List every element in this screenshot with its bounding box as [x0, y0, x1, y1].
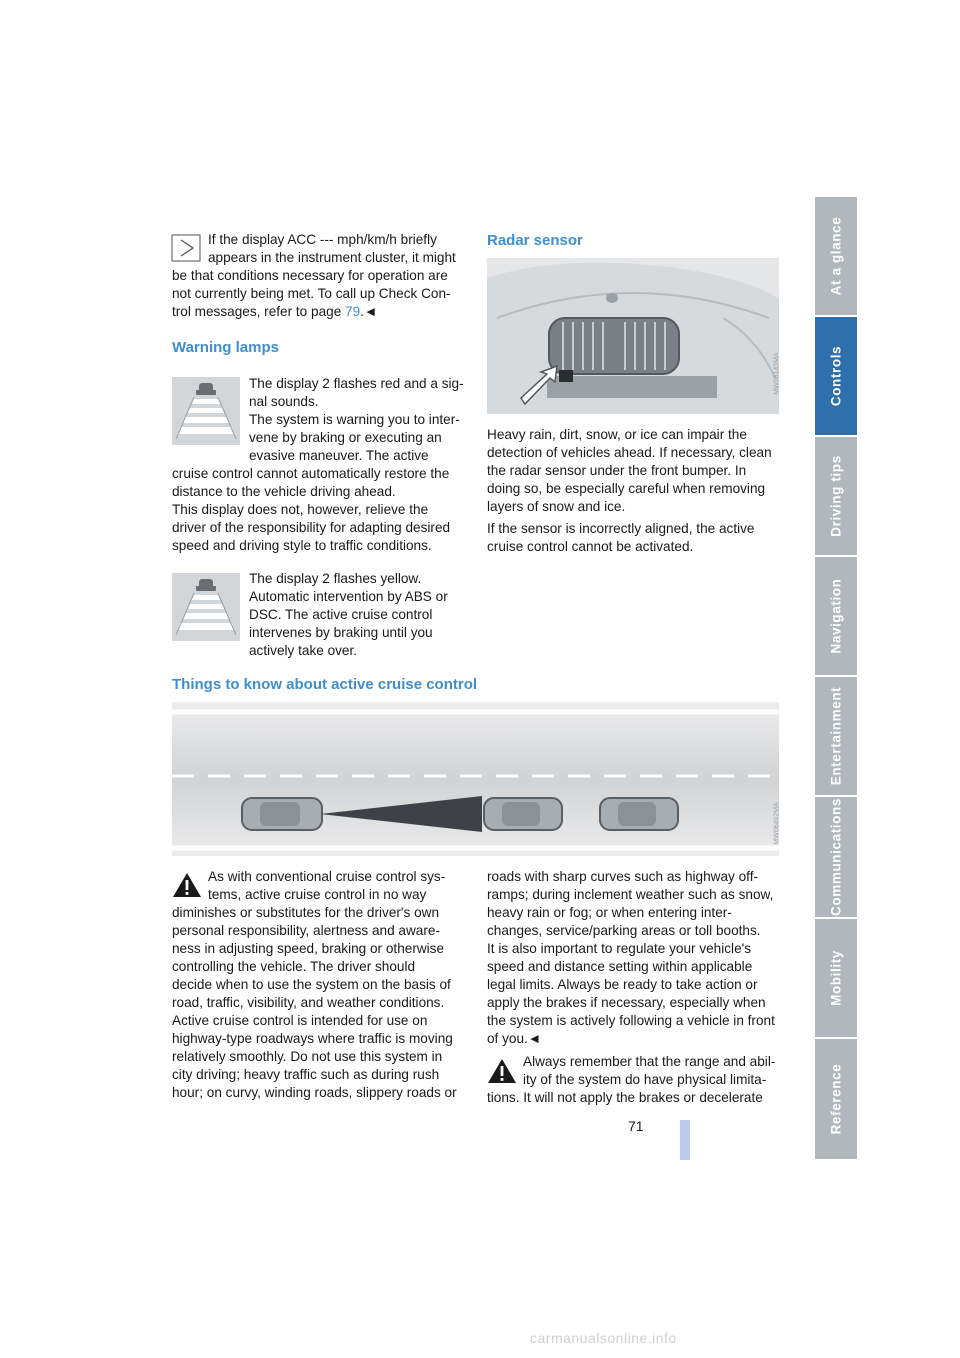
caution-line: It is also important to regulate your vehicle's [487, 941, 752, 956]
section-heading-warning-lamps: Warning lamps [172, 339, 279, 356]
caution-line: personal responsibility, alertness and aware- [172, 923, 440, 938]
note-line: be that conditions necessary for operation are [172, 268, 448, 283]
warning-red-line: evasive maneuver. The active [249, 448, 429, 463]
caution-line: apply the brakes if necessary, especially when [487, 995, 766, 1010]
page-link[interactable]: 79 [345, 304, 361, 319]
caution-line: relatively smoothly. Do not use this system in [172, 1049, 443, 1064]
warning-yellow-line: Automatic intervention by ABS or [249, 589, 448, 604]
caution-line: tions. It will not apply the brakes or decelerate [487, 1090, 763, 1105]
warning-red-line: vene by braking or executing an [249, 430, 442, 445]
caution-line: speed and distance setting within applicable [487, 959, 753, 974]
radar-para-line: the radar sensor under the front bumper. In [487, 463, 747, 478]
warning-red-line: distance to the vehicle driving ahead. [172, 484, 396, 499]
warning-red-line: cruise control cannot automatically restore the [172, 466, 450, 481]
caution-line: city driving; heavy traffic such as during rush [172, 1067, 440, 1082]
tab-entertainment[interactable]: Entertainment [815, 677, 857, 795]
note-line: appears in the instrument cluster, it might [208, 250, 456, 265]
warning-triangle-icon [172, 872, 202, 898]
note-line: not currently being met. To call up Check Con- [172, 286, 451, 301]
warning-red-line: This display does not, however, relieve the [172, 502, 429, 517]
caution-line: Active cruise control is intended for use on [172, 1013, 428, 1028]
caution-line: legal limits. Always be ready to take action or [487, 977, 758, 992]
tab-mobility[interactable]: Mobility [815, 919, 857, 1037]
warning-red-line: The display 2 flashes red and a sig- [249, 376, 464, 391]
warning-red-line: speed and driving style to traffic conditions. [172, 538, 432, 553]
note-line: If the display ACC --- mph/km/h briefly [208, 232, 437, 247]
tab-communications[interactable]: Communications [815, 797, 857, 917]
caution-line: diminishes or substitutes for the driver's own [172, 905, 440, 920]
display-yellow-image [172, 573, 240, 641]
radar-para-line: doing so, be especially careful when removing [487, 481, 766, 496]
caution-line: roads with sharp curves such as highway off- [487, 869, 758, 884]
warning-red-line: nal sounds. [249, 394, 319, 409]
image-code: MW06492MA [773, 802, 781, 845]
caution-line: of you.◄ [487, 1031, 542, 1046]
caution-line: changes, service/parking areas or toll booths. [487, 923, 761, 938]
tab-at-a-glance[interactable]: At a glance [815, 197, 857, 315]
caution-line: controlling the vehicle. The driver should [172, 959, 416, 974]
caution-line: tems, active cruise control in no way [208, 887, 427, 902]
caution-line: road, traffic, visibility, and weather conditions. [172, 995, 445, 1010]
caution-line: decide when to use the system on the basis of [172, 977, 451, 992]
warning-yellow-line: The display 2 flashes yellow. [249, 571, 422, 586]
section-heading-radar-sensor: Radar sensor [487, 232, 583, 249]
warning-yellow-line: DSC. The active cruise control [249, 607, 433, 622]
note-icon [171, 234, 201, 262]
radar-para-line: layers of snow and ice. [487, 499, 626, 514]
caution-line: heavy rain or fog; or when entering inter- [487, 905, 732, 920]
tab-driving-tips[interactable]: Driving tips [815, 437, 857, 555]
warning-red-line: The system is warning you to inter- [249, 412, 460, 427]
display-red-image [172, 377, 240, 445]
caution-line: ity of the system do have physical limita- [523, 1072, 767, 1087]
caution-line: hour; on curvy, winding roads, slippery roads or [172, 1085, 457, 1100]
caution-line: As with conventional cruise control sys- [208, 869, 446, 884]
image-code: MW06143MA [773, 352, 781, 395]
radar-sensor-image [487, 258, 779, 414]
caution-line: ramps; during inclement weather such as snow, [487, 887, 774, 902]
page-number: 71 [628, 1118, 644, 1134]
note-line-with-link: trol messages, refer to page 79.◄ [172, 304, 378, 319]
warning-yellow-line: actively take over. [249, 643, 358, 658]
radar-para-line: detection of vehicles ahead. If necessary, clean [487, 445, 772, 460]
tab-controls[interactable]: Controls [815, 317, 857, 435]
section-heading-things-to-know: Things to know about active cruise control [172, 676, 478, 693]
watermark: carmanualsonline.info [530, 1330, 677, 1346]
tab-reference[interactable]: Reference [815, 1039, 857, 1159]
caution-line: highway-type roadways where traffic is moving [172, 1031, 453, 1046]
warning-yellow-line: intervenes by braking until you [249, 625, 433, 640]
warning-red-line: driver of the responsibility for adapting desired [172, 520, 451, 535]
caution-line: the system is actively following a vehicle in front [487, 1013, 775, 1028]
warning-triangle-icon [487, 1058, 517, 1084]
radar-para-line: If the sensor is incorrectly aligned, the active [487, 521, 755, 536]
caution-line: ness in adjusting speed, braking or otherwise [172, 941, 445, 956]
caution-line: Always remember that the range and abil- [523, 1054, 776, 1069]
radar-para-line: cruise control cannot be activated. [487, 539, 694, 554]
radar-para-line: Heavy rain, dirt, snow, or ice can impair the [487, 427, 747, 442]
page-number-bar [680, 1120, 690, 1160]
tab-navigation[interactable]: Navigation [815, 557, 857, 675]
road-illustration [172, 702, 779, 856]
